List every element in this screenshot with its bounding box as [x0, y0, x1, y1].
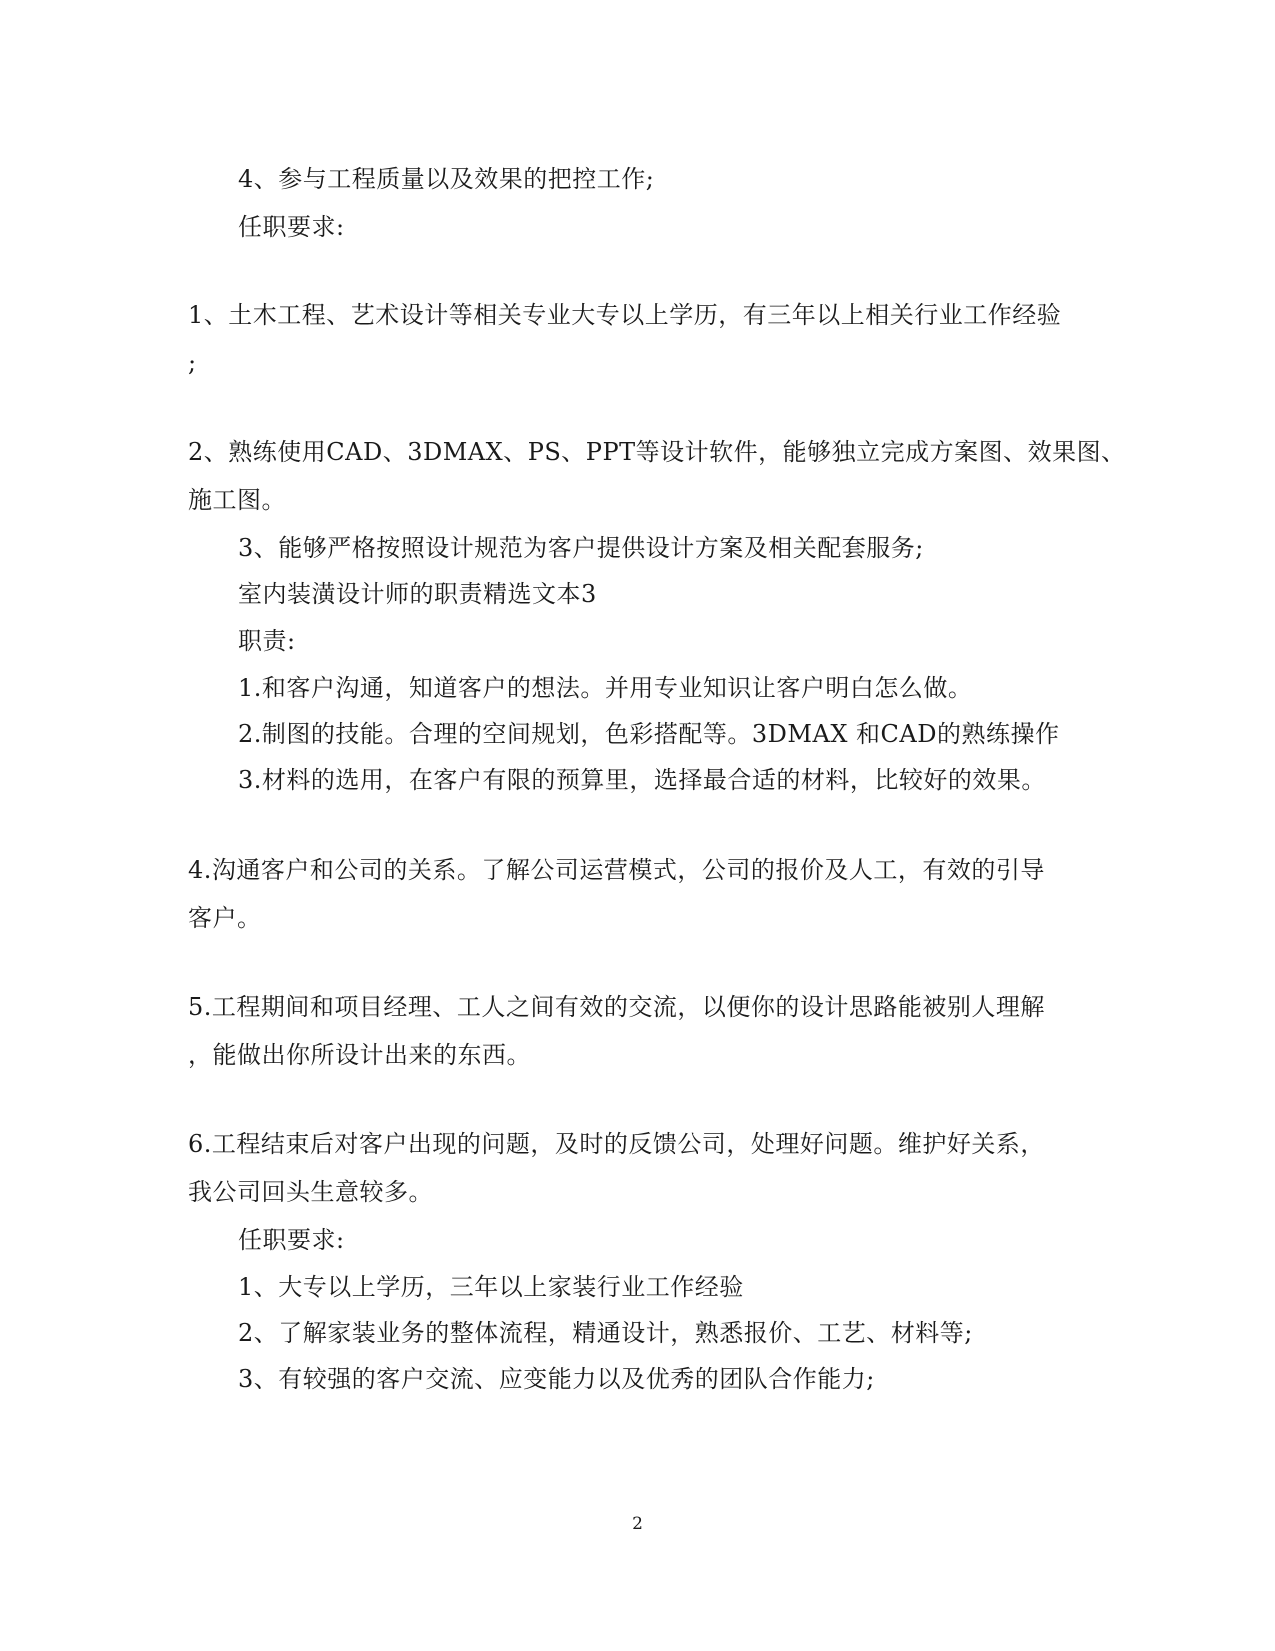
requirement-item-2-cont: 施工图。: [188, 486, 286, 514]
section-heading-requirements: 任职要求:: [238, 213, 345, 241]
duty-item-6: 6.工程结束后对客户出现的问题，及时的反馈公司，处理好问题。维护好关系，: [188, 1130, 1045, 1158]
duty-item-6-cont: 我公司回头生意较多。: [188, 1178, 433, 1206]
duty-item-2: 2.制图的技能。合理的空间规划，色彩搭配等。3DMAX 和CAD的熟练操作: [238, 720, 1060, 748]
requirement-2-item-2: 2、了解家装业务的整体流程，精通设计，熟悉报价、工艺、材料等;: [238, 1319, 973, 1347]
requirement-item-2: 2、熟练使用CAD、3DMAX、PS、PPT等设计软件，能够独立完成方案图、效果图、: [188, 438, 1126, 466]
duty-item-4b: 4.沟通客户和公司的关系。了解公司运营模式，公司的报价及人工，有效的引导: [188, 856, 1045, 884]
page-number: 2: [632, 1514, 643, 1534]
duty-item-4: 4、参与工程质量以及效果的把控工作;: [238, 165, 655, 193]
duty-item-3: 3.材料的选用，在客户有限的预算里，选择最合适的材料，比较好的效果。: [238, 766, 1046, 794]
section-heading-requirements-2: 任职要求:: [238, 1226, 345, 1254]
requirement-item-1: 1、土木工程、艺术设计等相关专业大专以上学历，有三年以上相关行业工作经验: [188, 301, 1062, 329]
requirement-2-item-1: 1、大专以上学历，三年以上家装行业工作经验: [238, 1273, 744, 1301]
section-heading-duties: 职责:: [238, 627, 296, 655]
duty-item-5: 5.工程期间和项目经理、工人之间有效的交流，以便你的设计思路能被别人理解: [188, 993, 1045, 1021]
requirement-item-1-cont: ;: [188, 349, 197, 377]
duty-item-4b-cont: 客户。: [188, 904, 262, 932]
section-title-text-3: 室内装潢设计师的职责精选文本3: [238, 580, 597, 608]
requirement-2-item-3: 3、有较强的客户交流、应变能力以及优秀的团队合作能力;: [238, 1365, 875, 1393]
duty-item-5-cont: ，能做出你所设计出来的东西。: [188, 1041, 531, 1069]
requirement-item-3: 3、能够严格按照设计规范为客户提供设计方案及相关配套服务;: [238, 534, 924, 562]
duty-item-1: 1.和客户沟通，知道客户的想法。并用专业知识让客户明白怎么做。: [238, 674, 973, 702]
